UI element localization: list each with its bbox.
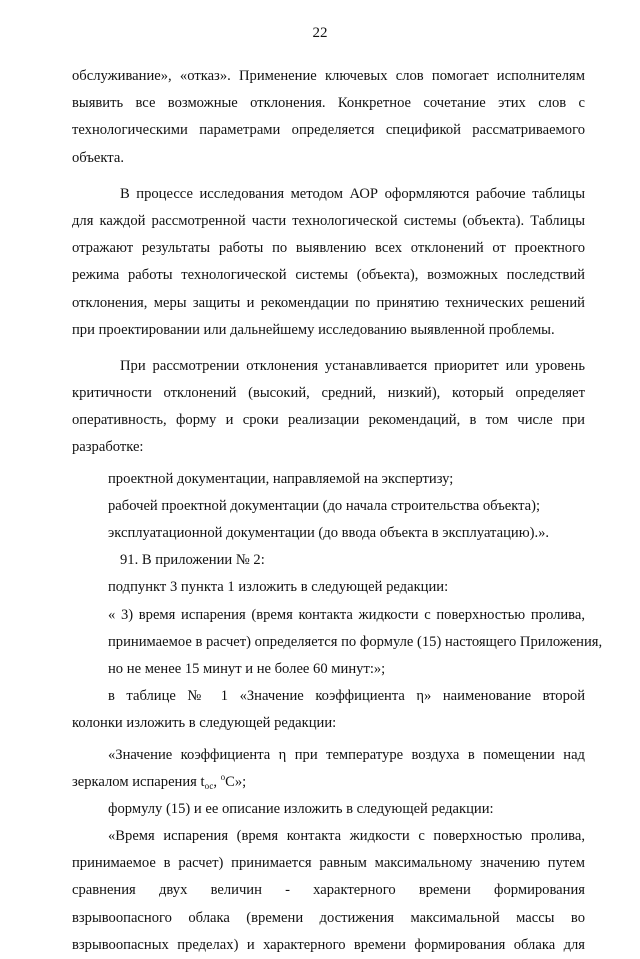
- superscript: о: [220, 771, 226, 782]
- text-line: оперативность, форму и сроки реализации рекомендаций, в том числе при: [72, 412, 585, 429]
- paragraph-aop-tables: [72, 181, 585, 344]
- text-line: разработке:: [72, 439, 144, 456]
- text-line: принимаемое в расчет) определяется по формуле (15) настоящего Приложения,: [108, 633, 603, 650]
- coefficient-heading: [72, 742, 585, 796]
- text-line: колонки изложить в следующей редакции:: [72, 715, 337, 732]
- text-line: сравнения двух величин - характерного времени формирования: [72, 882, 585, 899]
- subpoint-instruction: подпункт 3 пункта 1 изложить в следующей редакции:: [108, 579, 449, 596]
- text-line: В процессе исследования методом АОР оформляются рабочие таблицы: [120, 185, 585, 202]
- text-line: «Значение коэффициента η при температуре воздуха в помещении над: [108, 746, 585, 763]
- text-line: критичности отклонений (высокий, средний, низкий), который определяет: [72, 385, 585, 402]
- text-fragment: зеркалом испарения t: [72, 773, 205, 790]
- text-line: но не менее 15 минут и не более 60 минут:»;: [108, 660, 386, 677]
- formula-15-instruction: формулу (15) и ее описание изложить в следующей редакции:: [108, 800, 494, 817]
- list-item: эксплуатационной документации (до ввода объекта в эксплуатацию).».: [108, 525, 550, 541]
- text-line: взрывоопасных пределах) и характерного времени формирования облака для: [72, 936, 585, 953]
- text-line: [72, 769, 585, 796]
- text-line: при проектировании или дальнейшему исследованию выявленной проблемы.: [72, 321, 555, 338]
- quote-evaporation-time: [72, 823, 585, 959]
- paragraph-priority: [72, 353, 585, 462]
- text-line: При рассмотрении отклонения устанавливается приоритет или уровень: [120, 357, 585, 374]
- text-line: объекта.: [72, 149, 124, 166]
- text-line: в таблице № 1 «Значение коэффициента η» наименование второй: [108, 688, 585, 705]
- paragraph-continuation: [72, 63, 585, 172]
- text-line: взрывоопасного облака (времени достижения максимальной массы во: [72, 909, 585, 926]
- subscript: ос: [204, 780, 214, 791]
- text-fragment: ,: [213, 773, 221, 790]
- text-fragment: С»;: [225, 773, 247, 790]
- text-line: отражают результаты работы по выявлению всех отклонений от проектного: [72, 240, 585, 257]
- text-line: отклонения, меры защиты и рекомендации по принятию технических решений: [72, 294, 585, 311]
- document-body: [72, 63, 603, 959]
- documentation-list: [72, 466, 585, 548]
- list-item: рабочей проектной документации (до начала строительства объекта);: [108, 497, 541, 514]
- text-line: « 3) время испарения (время контакта жидкости с поверхностью пролива,: [108, 606, 585, 623]
- text-line: обслуживание», «отказ». Применение ключевых слов помогает исполнителям: [72, 68, 585, 84]
- text-line: выявить все возможные отклонения. Конкретное сочетание этих слов с: [72, 95, 585, 112]
- text-line: «Время испарения (время контакта жидкости с поверхностью пролива,: [108, 828, 585, 845]
- text-line: для каждой рассмотренной части технологической системы (объекта). Таблицы: [72, 212, 585, 229]
- text-line: режима работы технологической системы (объекта), возможных последствий: [72, 267, 585, 284]
- text-line: технологическими параметрами определяется спецификой рассматриваемого: [72, 122, 585, 139]
- quote-subpoint-3: [72, 602, 603, 684]
- table-1-instruction: [72, 683, 585, 737]
- page-number: 22: [312, 25, 328, 41]
- text-line: принимаемое в расчет) принимается равным максимальному значению путем: [72, 855, 585, 872]
- item-91: 91. В приложении № 2:: [120, 552, 265, 569]
- list-item: проектной документации, направляемой на экспертизу;: [108, 470, 454, 487]
